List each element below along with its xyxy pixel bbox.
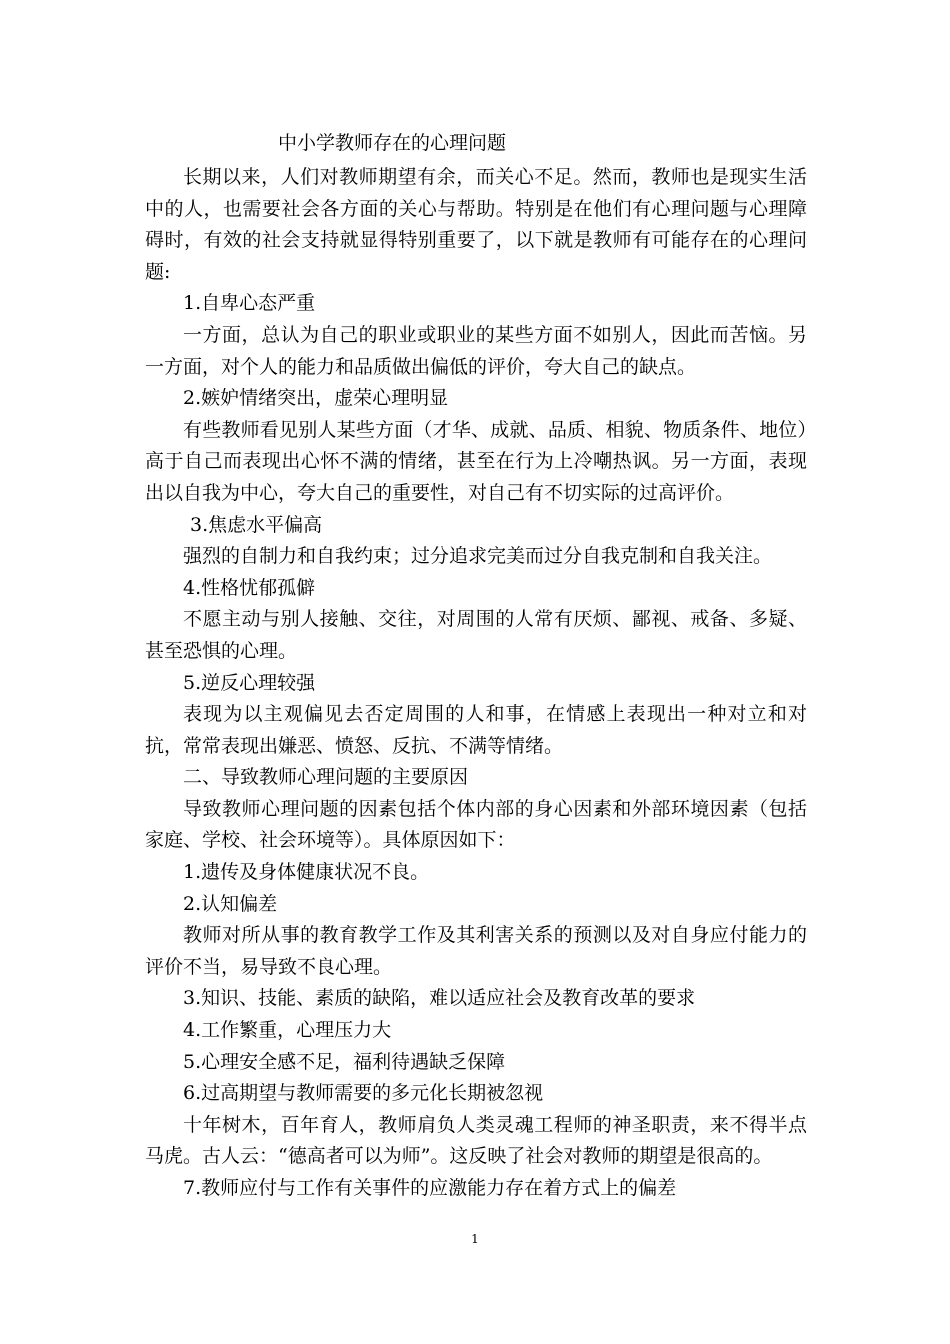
intro-paragraph: 长期以来，人们对教师期望有余，而关心不足。然而，教师也是现实生活中的人，也需要社会各方面的关心与帮助。特别是在他们有心理问题与心理障碍时，有效的社会支持就显得特别重要了，以下就是教师有可能存在的心理问题: [145, 166, 807, 283]
cause-7: 7.教师应付与工作有关事件的应激能力存在着方式上的偏差 [183, 1177, 677, 1199]
cause-4: 4.工作繁重，心理压力大 [183, 1019, 392, 1042]
problem-text-5: 表现为以主观偏见去否定周围的人和事，在情感上表现出一种对立和对抗，常常表现出嫌恶、愤怒、反抗、不满等情绪。 [145, 703, 807, 757]
cause-1: 1.遗传及身体健康状况不良。 [183, 861, 430, 884]
problem-heading-3: 3.焦虑水平偏高 [190, 513, 323, 536]
document-body [145, 162, 807, 1205]
problem-text-1: 一方面，总认为自己的职业或职业的某些方面不如别人，因此而苦恼。另一方面，对个人的能力和品质做出偏低的评价，夸大自己的缺点。 [145, 323, 807, 378]
cause-2-text: 教师对所从事的教育教学工作及其利害关系的预测以及对自身应付能力的评价不当，易导致不良心理。 [145, 924, 807, 978]
problem-text-3: 强烈的自制力和自我约束；过分追求完美而过分自我克制和自我关注。 [183, 545, 773, 568]
problem-heading-1: 1.自卑心态严重 [183, 292, 316, 315]
section2-intro: 导致教师心理问题的因素包括个体内部的身心因素和外部环境因素（包括家庭、学校、社会环境等）。具体原因如下： [145, 797, 807, 852]
document-title: 中小学教师存在的心理问题 [278, 132, 507, 154]
problem-heading-4: 4.性格忧郁孤僻 [183, 576, 316, 599]
page-number: 1 [471, 1232, 479, 1246]
problem-text-2: 有些教师看见别人某些方面（才华、成就、品质、相貌、物质条件、地位）高于自己而表现出心怀不满的情绪，甚至在行为上冷嘲热讽。另一方面，表现出以自我为中心，夸大自己的重要性，对自己有不切实际的过高评价。 [145, 418, 807, 504]
section2-heading: 二、导致教师心理问题的主要原因 [183, 766, 469, 789]
cause-3: 3.知识、技能、素质的缺陷，难以适应社会及教育改革的要求 [183, 987, 696, 1010]
cause-6: 6.过高期望与教师需要的多元化长期被忽视 [183, 1082, 544, 1105]
cause-6-text: 十年树木，百年育人，教师肩负人类灵魂工程师的神圣职责，来不得半点马虎。古人云：“德高者可以为师”。这反映了社会对教师的期望是很高的。 [145, 1113, 807, 1168]
cause-5: 5.心理安全感不足，福利待遇缺乏保障 [183, 1050, 506, 1073]
problem-text-4: 不愿主动与别人接触、交往，对周围的人常有厌烦、鄙视、戒备、多疑、甚至恐惧的心理。 [145, 608, 807, 662]
cause-2: 2.认知偏差 [183, 892, 278, 915]
problem-heading-2: 2.嫉妒情绪突出，虚荣心理明显 [183, 387, 449, 410]
problem-heading-5: 5.逆反心理较强 [183, 671, 316, 694]
